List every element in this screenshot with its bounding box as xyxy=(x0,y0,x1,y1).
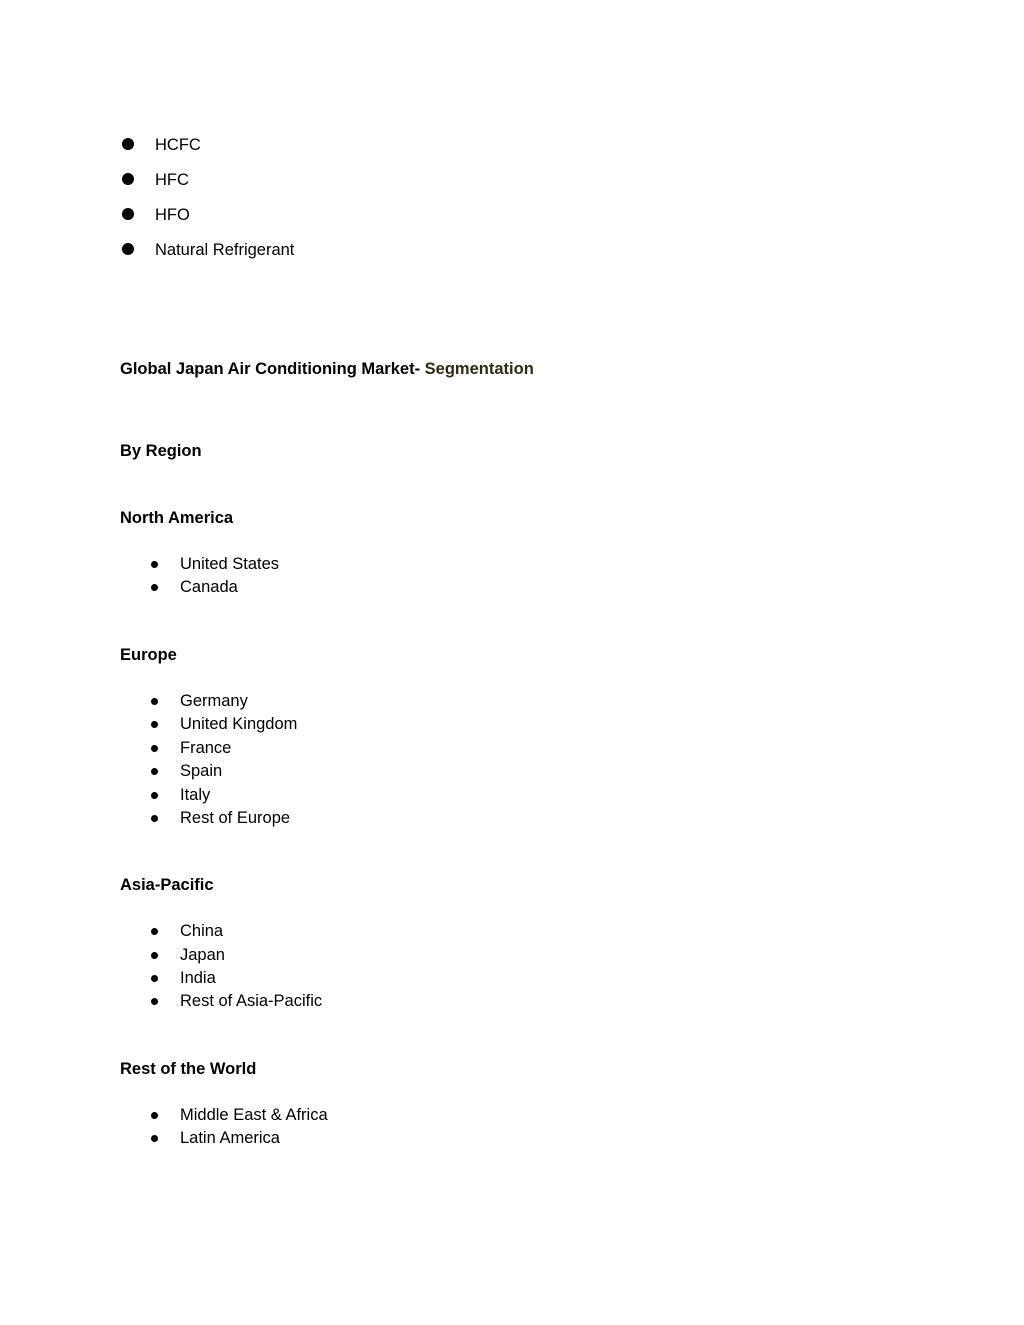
list-item: HCFC xyxy=(155,136,201,154)
list-item: Latin America xyxy=(180,1129,280,1147)
list-item: China xyxy=(180,922,224,940)
bullet-icon xyxy=(122,243,134,255)
list-item: Rest of Asia-Pacific xyxy=(180,992,323,1010)
bullet-icon xyxy=(122,208,134,220)
bullet-icon xyxy=(151,975,158,982)
bullet-icon xyxy=(151,1112,158,1119)
bullet-icon xyxy=(151,584,158,591)
region-heading-north-america: North America xyxy=(120,509,234,527)
list-item: United Kingdom xyxy=(180,715,298,733)
by-region-heading: By Region xyxy=(120,442,202,460)
list-item: HFO xyxy=(155,206,190,224)
bullet-icon xyxy=(122,173,134,185)
list-item: Germany xyxy=(180,692,248,710)
list-item: France xyxy=(180,739,232,757)
region-heading-rest-of-world: Rest of the World xyxy=(120,1060,257,1078)
bullet-icon xyxy=(151,928,158,935)
bullet-icon xyxy=(151,721,158,728)
bullet-icon xyxy=(151,745,158,752)
list-item: Canada xyxy=(180,578,238,596)
list-item: HFC xyxy=(155,171,189,189)
bullet-icon xyxy=(151,792,158,799)
section-title xyxy=(120,359,534,379)
region-heading-europe: Europe xyxy=(120,646,177,664)
list-item: India xyxy=(180,969,216,987)
bullet-icon xyxy=(151,561,158,568)
bullet-icon xyxy=(151,768,158,775)
list-item: Rest of Europe xyxy=(180,809,291,827)
bullet-icon xyxy=(151,815,158,822)
bullet-icon xyxy=(151,998,158,1005)
list-item: Japan xyxy=(180,946,225,964)
bullet-icon xyxy=(151,952,158,959)
list-item: Natural Refrigerant xyxy=(155,241,295,259)
region-heading-asia-pacific: Asia-Pacific xyxy=(120,876,214,894)
bullet-icon xyxy=(151,1135,158,1142)
list-item: Middle East & Africa xyxy=(180,1106,328,1124)
list-item: Italy xyxy=(180,786,211,804)
bullet-icon xyxy=(122,138,134,150)
list-item: United States xyxy=(180,555,280,573)
bullet-icon xyxy=(151,698,158,705)
section-title-suffix: Segmentation xyxy=(424,360,534,378)
section-title-prefix: Global Japan Air Conditioning Market- xyxy=(120,360,421,378)
list-item: Spain xyxy=(180,762,223,780)
